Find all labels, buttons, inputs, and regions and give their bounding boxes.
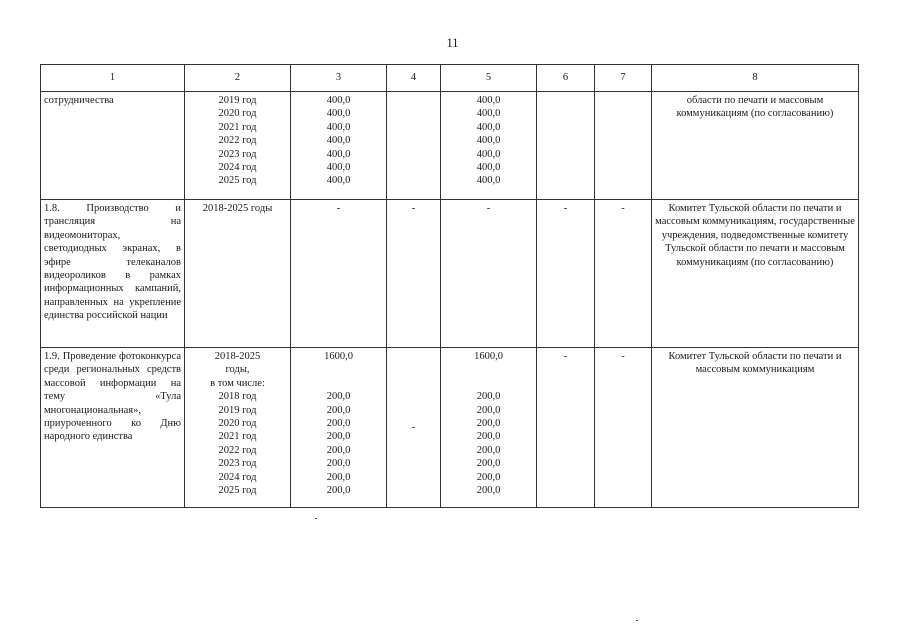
amount-col6-cell: - (537, 200, 595, 348)
executor-cell: Комитет Тульской области по печати и массовым коммуникациям, государственные учреждения, подведомственные комитету Тульской области по печати и массовым коммуникациям (по согласованию) (652, 200, 859, 348)
amount-col5-cell: 1600,0 200,0 200,0 200,0 200,0 200,0 200,0 200,0 200,0 (441, 348, 537, 508)
column-header-4: 4 (387, 65, 441, 92)
column-header-7: 7 (595, 65, 652, 92)
column-header-1: 1 (41, 65, 185, 92)
column-header-6: 6 (537, 65, 595, 92)
amount-col4-cell (387, 92, 441, 200)
column-header-3: 3 (291, 65, 387, 92)
executor-cell: области по печати и массовым коммуникациям (по согласованию) (652, 92, 859, 200)
amount-col3-cell: 400,0 400,0 400,0 400,0 400,0 400,0 400,0 (291, 92, 387, 200)
amount-col6-cell (537, 92, 595, 200)
table-row (41, 200, 859, 348)
column-header-8: 8 (652, 65, 859, 92)
page-number: 11 (446, 36, 459, 50)
amount-col7-cell (595, 92, 652, 200)
measure-cell: сотрудничества (41, 92, 185, 200)
column-header-2: 2 (185, 65, 291, 92)
amount-col7-cell: - (595, 348, 652, 508)
program-table (40, 64, 859, 508)
header-row (41, 65, 859, 92)
column-header-5: 5 (441, 65, 537, 92)
years-cell: 2018-2025 годы, в том числе: 2018 год 2019 год 2020 год 2021 год 2022 год 2023 год 2024 год 2025 год (185, 348, 291, 508)
years-cell: 2019 год 2020 год 2021 год 2022 год 2023 год 2024 год 2025 год (185, 92, 291, 200)
table-row (41, 348, 859, 508)
amount-col5-cell: 400,0 400,0 400,0 400,0 400,0 400,0 400,0 (441, 92, 537, 200)
executor-cell: Комитет Тульской области по печати и массовым коммуникациям (652, 348, 859, 508)
amount-col7-cell: - (595, 200, 652, 348)
scan-speck (636, 620, 638, 621)
measure-cell: 1.9. Проведение фотоконкурса среди региональных средств массовой информации на тему «Тула многонациональная», приуроченного ко Дню народного единства (41, 348, 185, 508)
amount-col4-cell: - (387, 200, 441, 348)
amount-col6-cell: - (537, 348, 595, 508)
table-row (41, 92, 859, 200)
scan-speck (315, 518, 317, 519)
amount-col4-cell: - (387, 348, 441, 508)
years-cell: 2018-2025 годы (185, 200, 291, 348)
amount-col3-cell: - (291, 200, 387, 348)
measure-cell: 1.8. Производство и трансляция на видеомониторах, светодиодных экранах, в эфире телеканалов видеороликов в рамках информационных кампаний, направленных на укрепление единства российской нации (41, 200, 185, 348)
amount-col3-cell: 1600,0 200,0 200,0 200,0 200,0 200,0 200,0 200,0 200,0 (291, 348, 387, 508)
amount-col5-cell: - (441, 200, 537, 348)
